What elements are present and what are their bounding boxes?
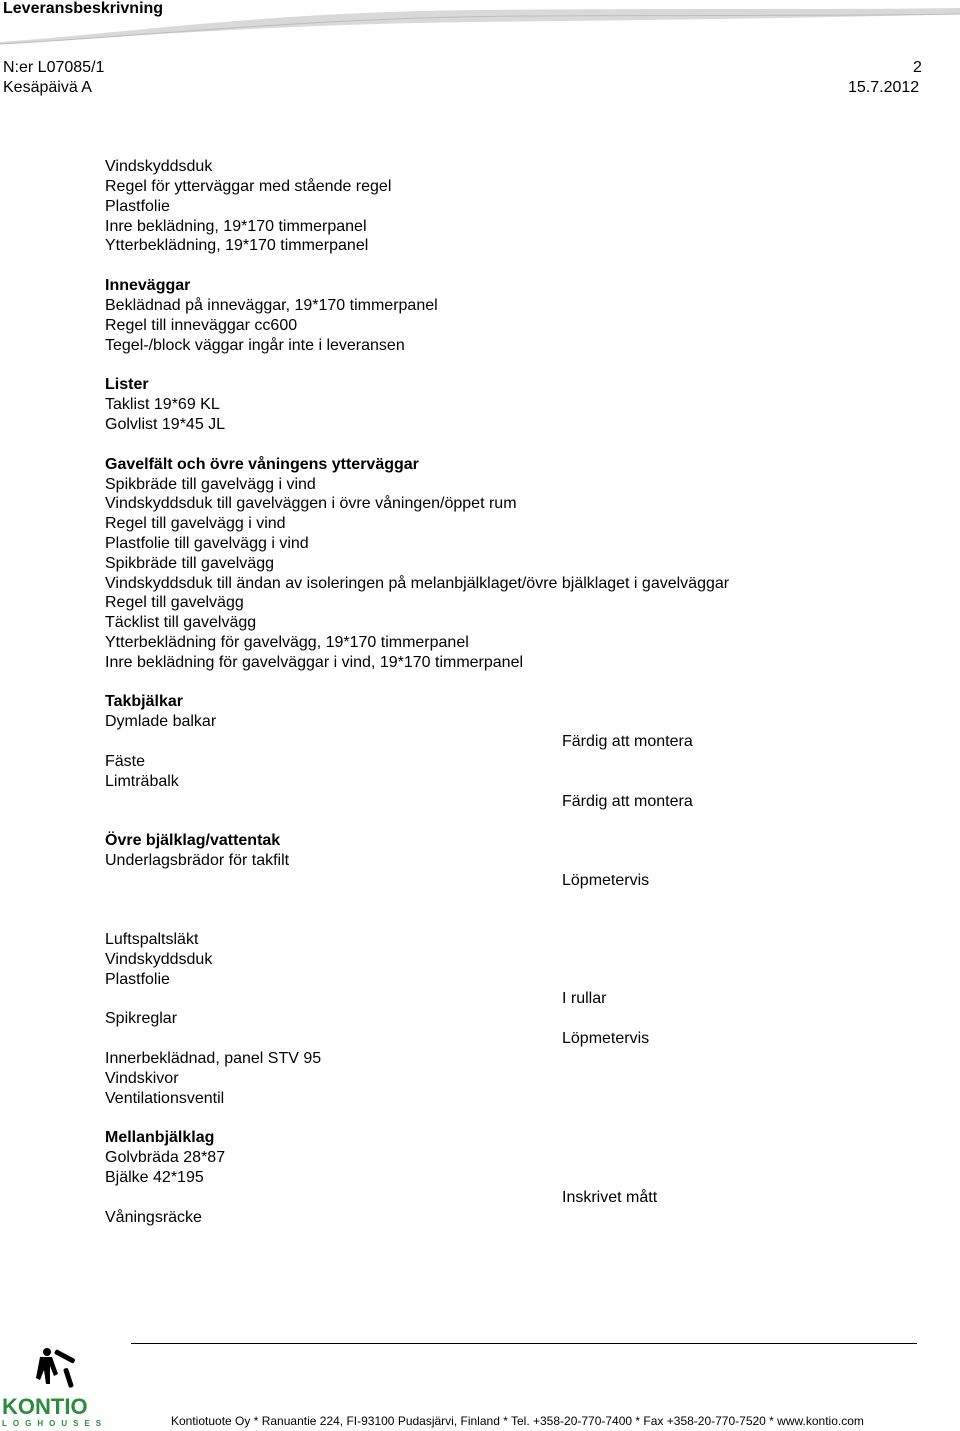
section-heading-ovre-bjalklag: Övre bjälklag/vattentak [105, 832, 281, 849]
section-heading-lister: Lister [105, 376, 149, 393]
list-item: Inre beklädning, 19*170 timmerpanel [105, 218, 367, 235]
list-item: Vindskyddsduk till gavelväggen i övre våningen/öppet rum [105, 495, 517, 512]
footer-company-info: Kontiotuote Oy * Ranuantie 224, FI-93100 Pudasjärvi, Finland * Tel. +358-20-770-7400 * Fax +358-20-770-7520 * www.kontio.com [171, 1414, 864, 1428]
list-item: Regel för ytterväggar med stående regel [105, 178, 392, 195]
list-item: Spikreglar [105, 1010, 178, 1027]
kontio-logo [0, 1340, 110, 1428]
list-item: Fäste [105, 753, 146, 770]
logo-wordmark: KONTIO [2, 1394, 88, 1419]
list-item: Vindskyddsduk till ändan av isoleringen på melanbjälklaget/övre bjälklaget i gavelväggar [105, 575, 730, 592]
logo-subtext: LOGHOUSES [2, 1419, 108, 1428]
list-item: Regel till gavelvägg i vind [105, 515, 286, 532]
list-item: Spikbräde till gavelvägg [105, 555, 274, 572]
list-item: Limträbalk [105, 773, 179, 790]
document-title: Leveransbeskrivning [3, 0, 164, 17]
list-item: Vindskyddsduk [105, 951, 213, 968]
list-item: Spikbräde till gavelvägg i vind [105, 476, 316, 493]
list-item: Innerbeklädnad, panel STV 95 [105, 1050, 322, 1067]
list-item: Taklist 19*69 KL [105, 396, 220, 413]
list-item: Täcklist till gavelvägg [105, 614, 257, 631]
list-item: Golvbräda 28*87 [105, 1149, 226, 1166]
list-item: Inre beklädning för gavelväggar i vind, 19*170 timmerpanel [105, 654, 524, 671]
document-date: 15.7.2012 [848, 79, 920, 96]
list-item: Regel till gavelvägg [105, 594, 244, 611]
logger-figure-icon [36, 1348, 76, 1388]
list-item: Vindskyddsduk [105, 158, 213, 175]
section-heading-gavelfalt: Gavelfält och övre våningens ytterväggar [105, 456, 419, 473]
list-item: Beklädnad på inneväggar, 19*170 timmerpanel [105, 297, 438, 314]
list-item: Plastfolie till gavelvägg i vind [105, 535, 309, 552]
section-heading-mellanbjalklag: Mellanbjälklag [105, 1129, 215, 1146]
list-item: Luftspaltsläkt [105, 931, 199, 948]
list-item: Regel till inneväggar cc600 [105, 317, 298, 334]
list-item: Plastfolie [105, 971, 170, 988]
document-number: N:er L07085/1 [3, 59, 105, 76]
list-item: Ventilationsventil [105, 1090, 225, 1107]
list-item: Plastfolie [105, 198, 170, 215]
list-item: Vindskivor [105, 1070, 179, 1087]
list-item: Våningsräcke [105, 1209, 202, 1226]
delivery-note: Löpmetervis [562, 1030, 650, 1047]
list-item: Ytterbeklädning, 19*170 timmerpanel [105, 237, 369, 254]
delivery-note: Löpmetervis [562, 872, 650, 889]
page-number: 2 [913, 59, 922, 76]
list-item: Ytterbeklädning för gavelvägg, 19*170 timmerpanel [105, 634, 469, 651]
delivery-note: Inskrivet mått [562, 1189, 658, 1206]
list-item: Bjälke 42*195 [105, 1169, 204, 1186]
project-name: Kesäpäivä A [3, 79, 92, 96]
section-heading-innervaggar: Inneväggar [105, 277, 191, 294]
list-item: Underlagsbrädor för takfilt [105, 852, 290, 869]
list-item: Golvlist 19*45 JL [105, 416, 226, 433]
section-heading-takbjalkar: Takbjälkar [105, 693, 183, 710]
list-item: Tegel-/block väggar ingår inte i leveransen [105, 337, 405, 354]
delivery-note: Färdig att montera [562, 793, 693, 810]
delivery-note: I rullar [562, 990, 607, 1007]
header-swoosh-decoration [0, 0, 960, 45]
footer-divider [131, 1343, 917, 1344]
delivery-note: Färdig att montera [562, 733, 693, 750]
list-item: Dymlade balkar [105, 713, 217, 730]
